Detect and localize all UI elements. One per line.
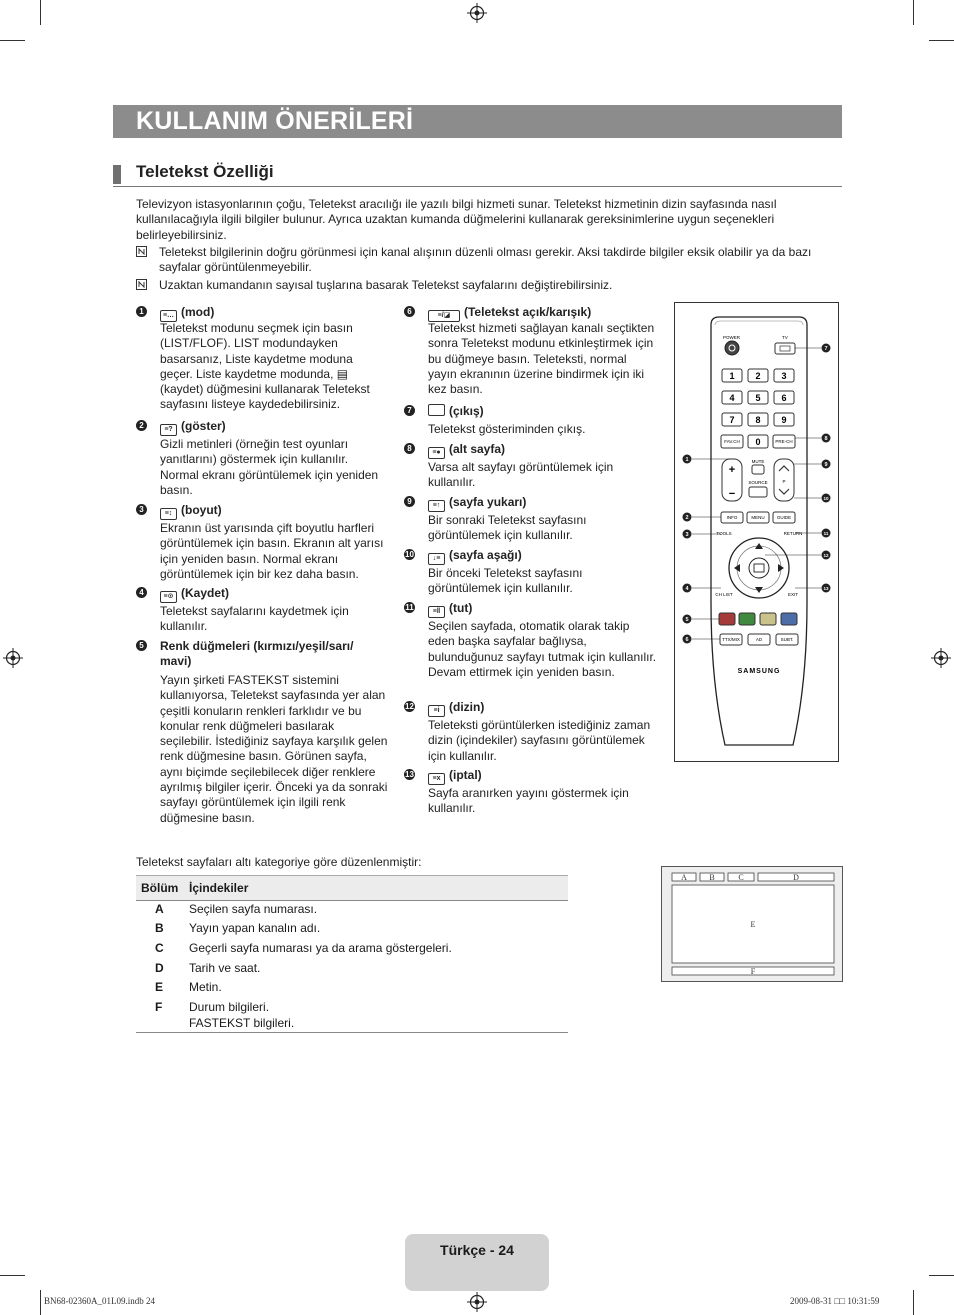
remote-fav-label: FAV.CH [724, 439, 740, 444]
table-cell-value: Metin. [189, 980, 222, 994]
teletext-layout-diagram [661, 866, 843, 982]
page-up-key-icon: ≡↑ [428, 500, 445, 512]
table-cell-value: Seçilen sayfa numarası. [189, 902, 318, 916]
teletext-mode-key-icon: ≡… [160, 310, 177, 322]
item-number: 9 [404, 496, 415, 507]
remote-p-label: P [782, 479, 786, 484]
print-file-info: BN68-02360A_01L09.indb 24 [44, 1296, 155, 1306]
item-heading: ≡↕ (boyut) [160, 503, 222, 520]
item-heading: ≡↑ (sayfa yukarı) [428, 495, 526, 512]
item-description: Yayın şirketi FASTEKST sistemini kullanıyorsa, Teletekst sayfasında yer alan çeşitli konuların renkleri farklıdır ve bu konular renk düğmeleri basılarak seçilebilir. İstediğiniz sayfaya karşılık gelen renk düğmesine basın. Görünen sayfa, aynı biçimde seçilebilecek diğer renklere ayrılmış bilgiler içerir. Önceki ya da sonraki sayfayı görüntülemek için ilgili renk düğmesine basın. [160, 673, 388, 825]
table-header-contents: İçindekiler [189, 881, 249, 895]
item-number: 3 [136, 504, 147, 515]
item-number: 6 [404, 306, 415, 317]
section-rule [113, 186, 842, 187]
table-cell-value: Geçerli sayfa numarası ya da arama göstergeleri. [189, 941, 452, 955]
table-cell-key: F [155, 1000, 163, 1014]
diagram-label-d: D [793, 873, 799, 882]
remote-tv-button [775, 343, 795, 354]
diagram-label-e: E [750, 920, 756, 929]
store-key-icon: ≡⊙ [160, 591, 177, 603]
table-cell-value: Yayın yapan kanalın adı. [189, 921, 321, 935]
crop-mark [913, 0, 914, 25]
remote-digit-label: 9 [781, 415, 787, 425]
remote-source-button [749, 487, 767, 497]
remote-illustration-frame [674, 302, 839, 762]
item-description: Teletekst hizmeti sağlayan kanalı seçtikten sonra Teletekst modunu etkinleştirmek için bu düğmeye basın. Teleteksti, normal yayın ekranının üzerine bindirmek için iki kez basın. [428, 321, 655, 397]
remote-digit-label: 6 [781, 393, 787, 403]
sub-page-key-icon: ≡● [428, 447, 445, 459]
crop-mark [929, 1275, 954, 1276]
item-heading: ≡? (göster) [160, 419, 226, 436]
remote-ad-label: AD [755, 637, 763, 642]
remote-callout-number: 3 [685, 532, 689, 538]
page-number-tab [405, 1234, 549, 1291]
page-title: KULLANIM ÖNERİLERİ [136, 107, 414, 135]
note-text: Uzaktan kumandanın sayısal tuşlarına basarak Teletekst sayfalarını değiştirebilirsiniz. [159, 278, 613, 292]
remote-callout-number: 2 [685, 515, 689, 521]
remote-guide-label: GUIDE [776, 515, 792, 520]
remote-digit-label: 8 [755, 415, 761, 425]
item-description: Varsa alt sayfayı görüntülemek için kullanılır. [428, 460, 614, 490]
diagram-label-f: F [750, 967, 756, 976]
remote-mute-button [752, 465, 764, 474]
remote-green-button [739, 613, 755, 625]
remote-callout-number: 9 [824, 462, 828, 468]
remote-digit-label: 0 [755, 437, 761, 447]
table-header [136, 875, 568, 901]
item-heading: ≡⊙ (Kaydet) [160, 586, 229, 603]
teletext-on-mix-key-icon: ≡/◪ [428, 310, 460, 322]
item-heading: ↓≡ (sayfa aşağı) [428, 548, 522, 565]
page-down-key-icon: ↓≡ [428, 553, 445, 565]
item-number: 12 [405, 702, 414, 711]
registration-mark-icon [931, 648, 951, 668]
item-description: Teleteksti görüntülerken istediğiniz zaman dizin (içindekiler) sayfasını görüntülemek için kullanılır. [428, 718, 651, 763]
note-icon [136, 279, 147, 290]
item-number: 11 [405, 603, 414, 612]
remote-enter-button [749, 558, 769, 578]
svg-text:−: − [728, 488, 736, 500]
item-description: Sayfa aranırken yayını göstermek için kullanılır. [428, 786, 629, 816]
crop-mark [40, 1290, 41, 1315]
remote-digit-label: 7 [729, 415, 735, 425]
item-description: Seçilen sayfada, otomatik olarak takip eden başka sayfalar bağlıysa, bulunduğunuz sayfayı tutmak için kullanılır. Devam ettirmek için yeniden basın. [428, 619, 657, 679]
item-description: Gizli metinleri (örneğin test oyunları yanıtlarını) göstermek için kullanılır. Normal ekranı görüntülemek için yeniden basın. [160, 437, 379, 497]
item-heading: ≡i (dizin) [428, 700, 484, 717]
remote-digit-label: 3 [781, 371, 787, 381]
crop-mark [40, 0, 41, 25]
table-cell-value: Tarih ve saat. [189, 961, 261, 975]
registration-mark-icon [467, 1292, 487, 1312]
svg-text:+: + [728, 464, 736, 476]
remote-source-label: SOURCE [748, 480, 768, 485]
item-heading: ≡x (iptal) [428, 768, 482, 785]
note-text: Teletekst bilgilerinin doğru görünmesi için kanal alışının düzenli olması gerekir. Aksi takdirde bilgiler eksik olabilir ya da bazı sayfalar görüntülenmeyebilir. [159, 245, 812, 275]
index-key-icon: ≡i [428, 705, 445, 717]
item-heading: ≡… (mod) [160, 305, 214, 322]
remote-subt-label: SUBT. [780, 637, 794, 642]
remote-callout-number: 6 [685, 637, 689, 643]
diagram-label-c: C [738, 873, 744, 882]
remote-chlist-label: CH LIST [715, 592, 733, 597]
table-cell-value: FASTEKST bilgileri. [189, 1016, 295, 1030]
remote-red-button [719, 613, 735, 625]
remote-digit-label: 1 [729, 371, 735, 381]
table-cell-key: C [155, 941, 164, 955]
remote-prech-label: PRE-CH [775, 439, 793, 444]
item-description: Teletekst gösteriminden çıkış. [428, 422, 586, 436]
hold-key-icon: ≡‖ [428, 606, 445, 618]
remote-blue-button [781, 613, 797, 625]
diagram-label-b: B [709, 873, 715, 882]
item-heading: ≡‖ (tut) [428, 601, 472, 618]
remote-callout-number: 12 [823, 553, 829, 558]
item-number: 2 [136, 420, 147, 431]
item-number: 1 [136, 306, 147, 317]
item-heading: ≡● (alt sayfa) [428, 442, 505, 459]
item-description: Teletekst modunu seçmek için basın (LIST/FLOF). LIST modundayken basarsanız, Liste kaydetme moduna geçer. Liste kaydetme modunda, ▤ (kaydet) düğmesini kullanarak Teletekst sayfasını listeye kaydedebilirsiniz. [160, 321, 370, 412]
item-number: 7 [404, 405, 415, 416]
cancel-key-icon: ≡x [428, 773, 445, 785]
item-description: Ekranın üst yarısında çift boyutlu harfleri görüntülemek için basın. Ekranın alt yarısı için yeniden basın. Normal ekranı görüntülemek için bir kez daha basın. [160, 521, 384, 581]
item-number: 8 [404, 443, 415, 454]
table-cell-key: B [155, 921, 164, 935]
remote-callout-number: 10 [823, 496, 829, 501]
remote-tools-label: TOOLS [716, 531, 732, 536]
crop-mark [0, 1275, 25, 1276]
crop-mark [913, 1290, 914, 1315]
table-cell-key: E [155, 980, 164, 994]
remote-callout-number: 1 [685, 457, 689, 463]
remote-callout-number: 4 [685, 586, 689, 592]
remote-callout-number: 5 [685, 617, 689, 623]
remote-info-label: INFO [726, 515, 738, 520]
remote-brand: SAMSUNG [737, 668, 781, 675]
item-description: Bir önceki Teletekst sayfasını görüntülemek için kullanılır. [428, 566, 583, 596]
item-description: Bir sonraki Teletekst sayfasını görüntülemek için kullanılır. [428, 513, 587, 543]
section-title: Teletekst Özelliği [136, 162, 274, 181]
reveal-key-icon: ≡? [160, 424, 177, 436]
table-cell-key: A [155, 902, 164, 916]
remote-callout-number: 7 [824, 346, 828, 352]
crop-mark [929, 40, 954, 41]
remote-control-illustration [675, 303, 838, 761]
remote-exit-label: EXIT [787, 592, 799, 597]
remote-mute-label: MUTE [751, 459, 765, 464]
remote-digit-label: 2 [755, 371, 761, 381]
table-cell-value: Durum bilgileri. [189, 1000, 270, 1014]
remote-digit-label: 4 [729, 393, 735, 403]
remote-callout-number: 8 [824, 436, 828, 442]
registration-mark-icon [467, 3, 487, 23]
item-heading: Renk düğmeleri (kırmızı/yeşil/sarı/ mavi) [160, 639, 354, 668]
remote-callout-number: 13 [823, 586, 829, 591]
size-key-icon: ≡↕ [160, 508, 177, 520]
item-heading: (çıkış) [428, 404, 484, 419]
note-icon [136, 246, 147, 257]
item-description: Teletekst sayfalarını kaydetmek için kullanılır. [160, 604, 349, 634]
remote-return-label: RETURN [783, 531, 803, 536]
registration-mark-icon [3, 648, 23, 668]
print-timestamp: 2009-08-31 □□ 10:31:59 [790, 1296, 880, 1306]
item-number: 13 [405, 770, 414, 779]
diagram-label-a: A [681, 873, 687, 882]
remote-power-button [725, 341, 739, 355]
intro-paragraph: Televizyon istasyonlarının çoğu, Teletekst aracılığı ile yazılı bilgi hizmeti sunar. Teletekst hizmetinin dizin sayfasında nasıl kullanılacağıyla ilgili bilgiler bulunur. Ayrıca uzaktan kumanda düğmelerini kullanarak gereksinimlerine uygun seçenekleri belirleyebilirsiniz. [136, 197, 777, 242]
exit-key-icon [428, 404, 445, 416]
item-number: 10 [405, 550, 414, 559]
item-heading: ≡/◪ (Teletekst açık/karışık) [428, 305, 591, 322]
item-number: 5 [136, 640, 147, 651]
page-number: Türkçe - 24 [440, 1242, 514, 1258]
section-marker [113, 165, 121, 184]
remote-yellow-button [760, 613, 776, 625]
remote-callout-number: 11 [823, 531, 829, 536]
remote-tv-label: TV [782, 335, 788, 340]
table-bottom-rule [136, 1032, 568, 1033]
remote-digit-label: 5 [755, 393, 761, 403]
crop-mark [0, 40, 25, 41]
item-number: 4 [136, 587, 147, 598]
remote-power-label: POWER [723, 335, 741, 340]
table-header-section: Bölüm [141, 881, 179, 895]
table-intro: Teletekst sayfaları altı kategoriye göre düzenlenmiştir: [136, 855, 422, 869]
table-cell-key: D [155, 961, 164, 975]
page-title-bar [113, 105, 842, 138]
remote-ttx-label: TTX/MIX [722, 637, 740, 642]
remote-menu-label: MENU [751, 515, 765, 520]
